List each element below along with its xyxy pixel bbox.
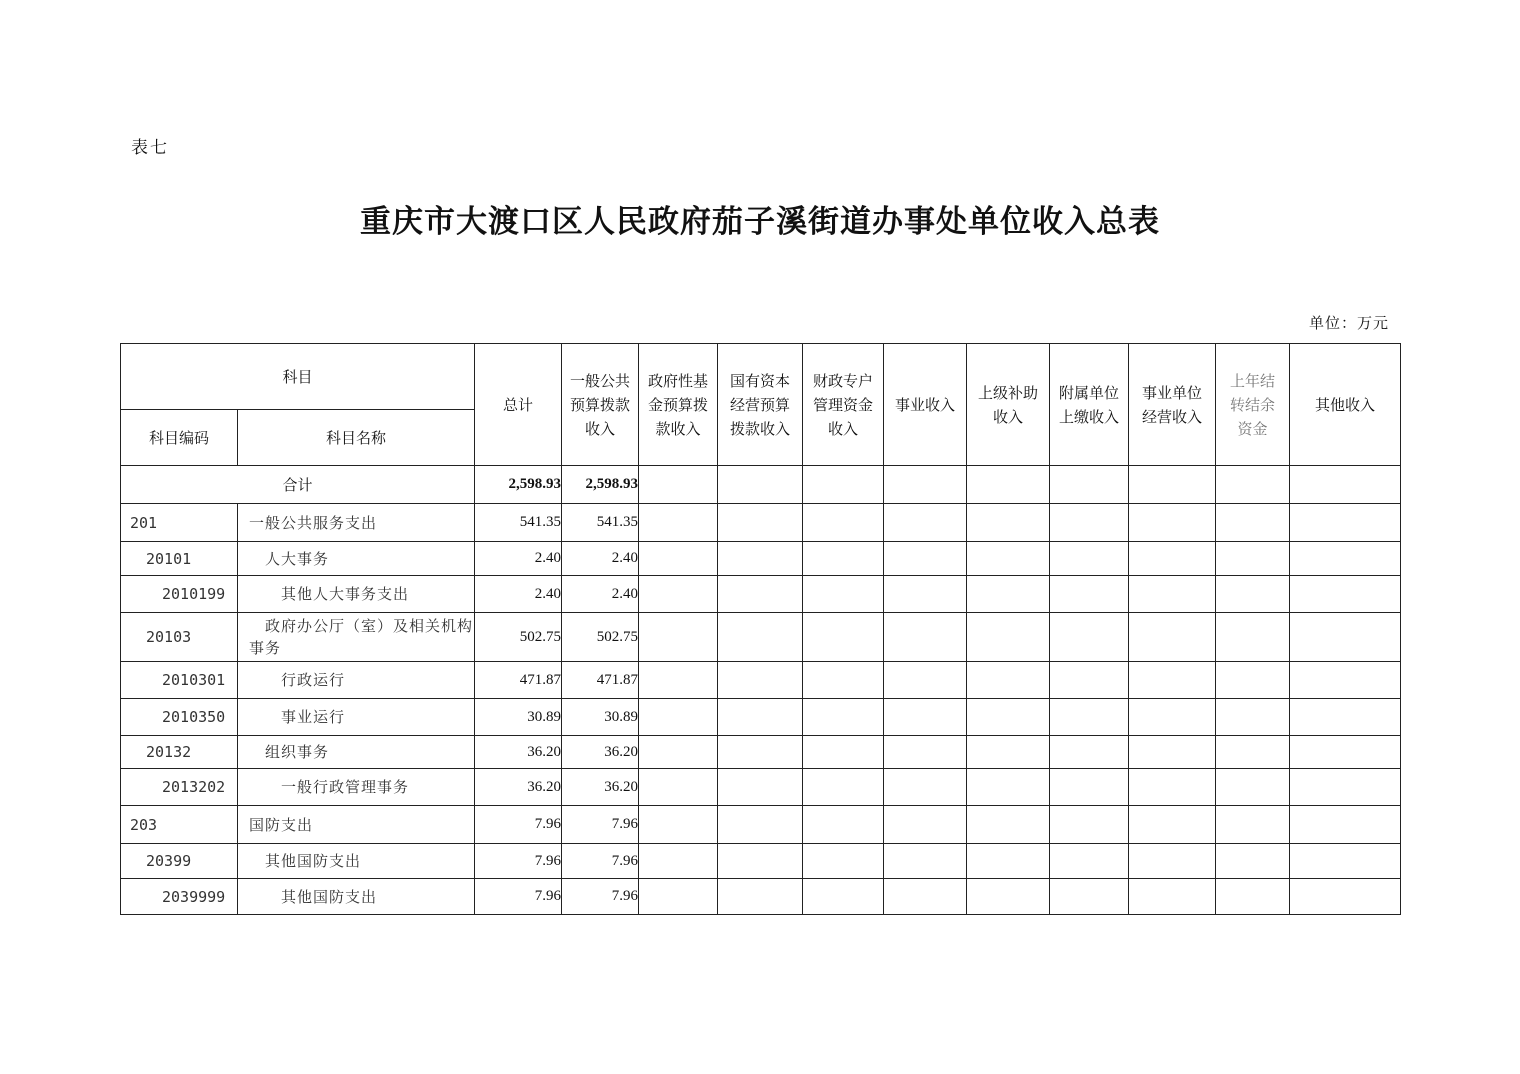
row-general-budget: 471.87 [562,662,639,699]
row-name: 人大事务 [238,542,475,576]
row-name: 其他国防支出 [238,879,475,915]
row-name: 事业运行 [238,699,475,736]
summary-general-budget: 2,598.93 [562,466,639,504]
table-row [121,736,1401,769]
row-general-budget: 7.96 [562,806,639,844]
table-row [121,806,1401,844]
row-code: 20132 [121,736,238,769]
row-code: 2039999 [121,879,238,915]
row-code: 2010301 [121,662,238,699]
row-name: 行政运行 [238,662,475,699]
header-code: 科目编码 [121,410,238,466]
table-row [121,542,1401,576]
row-total: 36.20 [475,736,562,769]
table-row [121,662,1401,699]
header-business-income [884,344,967,466]
row-general-budget: 36.20 [562,769,639,806]
header-fiscal-special-text: 财政专户管理资金收入 [813,371,874,438]
header-subject: 科目 [121,344,475,410]
header-gov-fund [639,344,718,466]
header-carryover [1216,344,1290,466]
row-general-budget: 502.75 [562,613,639,662]
summary-label: 合计 [121,466,475,504]
row-name: 一般公共服务支出 [238,504,475,542]
header-fiscal-special [803,344,884,466]
header-total: 总计 [475,344,562,466]
page-title: 重庆市大渡口区人民政府茄子溪街道办事处单位收入总表 [360,204,1160,240]
row-total: 7.96 [475,844,562,879]
row-name: 其他人大事务支出 [238,576,475,613]
header-general-budget-text: 一般公共预算拨款收入 [570,371,631,438]
row-total: 30.89 [475,699,562,736]
header-general-budget [562,344,639,466]
row-name: 组织事务 [238,736,475,769]
row-code: 203 [121,806,238,844]
row-code: 2010350 [121,699,238,736]
row-general-budget: 2.40 [562,542,639,576]
row-total: 2.40 [475,542,562,576]
row-general-budget: 7.96 [562,844,639,879]
header-state-capital-text: 国有资本经营预算拨款收入 [730,371,791,438]
row-total: 7.96 [475,806,562,844]
row-name: 政府办公厅（室）及相关机构事务 [238,613,475,662]
row-total: 7.96 [475,879,562,915]
row-general-budget: 2.40 [562,576,639,613]
header-superior-subsidy-text: 上级补助收入 [978,383,1039,426]
row-general-budget: 30.89 [562,699,639,736]
summary-total: 2,598.93 [475,466,562,504]
row-general-budget: 7.96 [562,879,639,915]
header-superior-subsidy [967,344,1050,466]
row-code: 201 [121,504,238,542]
row-total: 541.35 [475,504,562,542]
summary-row [121,466,1401,504]
header-affiliated-unit-text: 附属单位上缴收入 [1059,383,1120,426]
table-row [121,504,1401,542]
income-table [120,343,1401,915]
row-total: 2.40 [475,576,562,613]
header-carryover-text: 上年结转结余资金 [1230,371,1276,438]
row-code: 20103 [121,613,238,662]
header-business-operation-text: 事业单位经营收入 [1142,383,1203,426]
row-total: 502.75 [475,613,562,662]
row-code: 20101 [121,542,238,576]
table-row [121,576,1401,613]
row-code: 2010199 [121,576,238,613]
table-row [121,699,1401,736]
row-name: 一般行政管理事务 [238,769,475,806]
row-name: 国防支出 [238,806,475,844]
row-total: 36.20 [475,769,562,806]
header-business-operation [1129,344,1216,466]
header-other-income: 其他收入 [1290,344,1401,466]
row-name: 其他国防支出 [238,844,475,879]
row-general-budget: 36.20 [562,736,639,769]
header-name: 科目名称 [238,410,475,466]
table-label: 表七 [131,138,169,158]
table-row [121,879,1401,915]
unit-label: 单位：万元 [1308,314,1389,332]
header-business-income-text: 事业收入 [895,395,956,414]
row-code: 20399 [121,844,238,879]
row-total: 471.87 [475,662,562,699]
header-state-capital [718,344,803,466]
row-code: 2013202 [121,769,238,806]
header-affiliated-unit [1050,344,1129,466]
table-row [121,844,1401,879]
row-general-budget: 541.35 [562,504,639,542]
header-gov-fund-text: 政府性基金预算拨款收入 [648,371,709,438]
table-row [121,769,1401,806]
table-row [121,613,1401,662]
